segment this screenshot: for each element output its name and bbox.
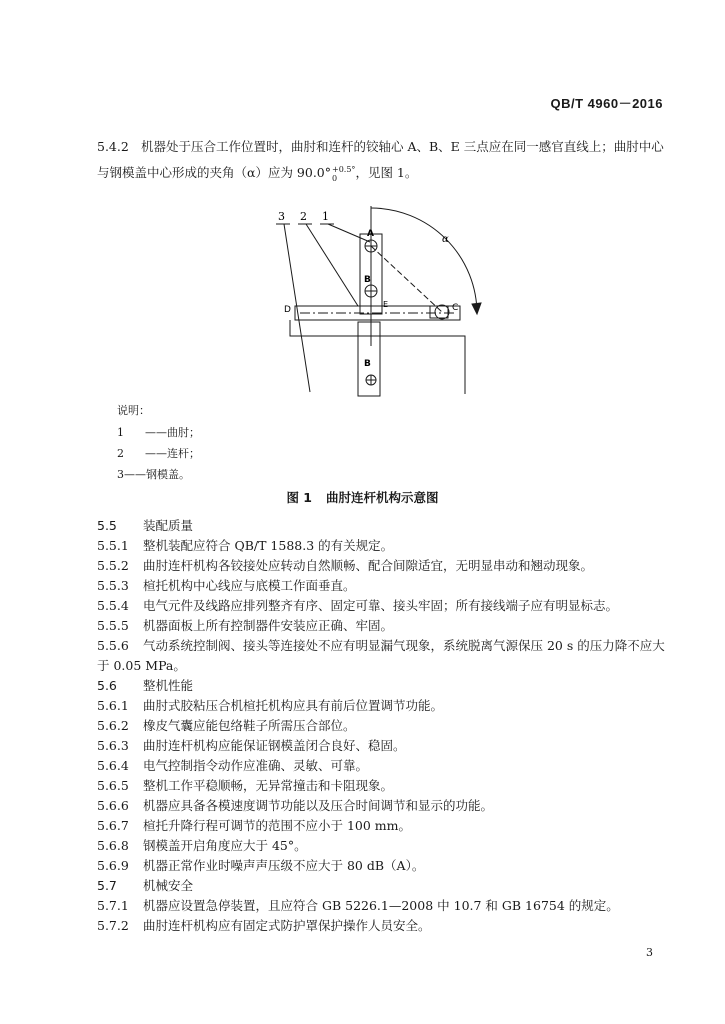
clause-text: 曲肘连杆机构各铰接处应转动自然顺畅、配合间隙适宜，无明显串动和翘动现象。 — [143, 558, 594, 573]
label-a: A — [367, 229, 374, 239]
clause-text: 整机性能 — [143, 678, 194, 693]
clause-number: 5.6.9 — [97, 858, 129, 873]
leader-2 — [306, 224, 358, 306]
clause-5-4-2 — [97, 134, 667, 186]
clause-number: 5.6.8 — [97, 838, 129, 853]
clause-number: 5.6.6 — [97, 798, 129, 813]
clause-number: 5.4.2 — [97, 139, 129, 154]
clause-5-4-2-line1 — [97, 134, 667, 160]
clause-item — [97, 636, 669, 676]
section-heading — [97, 516, 669, 536]
figure-number: 图 1 — [286, 490, 313, 505]
clause-item — [97, 576, 669, 596]
label-d: D — [284, 305, 291, 315]
clause-item — [97, 776, 669, 796]
legend-title: 说明： — [117, 404, 150, 417]
label-c: C — [452, 303, 459, 313]
clause-number: 5.5.2 — [97, 558, 129, 573]
label-b-upper: B — [364, 275, 371, 285]
clause-number: 5.6.3 — [97, 738, 129, 753]
clause-number: 5.5.6 — [97, 638, 129, 653]
clause-text: 楦托升降行程可调节的范围不应小于 100 mm。 — [143, 818, 412, 833]
clause-text: 曲肘连杆机构应有固定式防护罩保护操作人员安全。 — [143, 918, 431, 933]
clause-number: 5.7 — [97, 878, 117, 893]
clause-number: 5.6.5 — [97, 778, 129, 793]
section-heading — [97, 876, 669, 896]
clause-item — [97, 536, 669, 556]
clause-item — [97, 836, 669, 856]
clause-number: 5.7.1 — [97, 898, 129, 913]
clause-item — [97, 596, 669, 616]
label-alpha: α — [442, 234, 449, 245]
clause-text: 机器正常作业时噪声声压级不应大于 80 dB（A）。 — [143, 858, 425, 873]
clause-text: 楦托机构中心线应与底模工作面垂直。 — [143, 578, 356, 593]
clause-text: 橡皮气囊应能包络鞋子所需压合部位。 — [143, 718, 356, 733]
clause-item — [97, 916, 669, 936]
clause-item — [97, 616, 669, 636]
clause-text-cont: 与钢模盖中心形成的夹角（α）应为 90.0° — [97, 165, 331, 180]
clause-text: 钢模盖开启角度应大于 45°。 — [143, 838, 307, 853]
clause-text: 机器应具备各模速度调节功能以及压合时间调节和显示的功能。 — [143, 798, 494, 813]
clause-item — [97, 696, 669, 716]
clause-text: 曲肘连杆机构应能保证钢模盖闭合良好、稳固。 — [143, 738, 406, 753]
clause-text: 机器应设置急停装置，且应符合 GB 5226.1—2008 中 10.7 和 GB 16754 的规定。 — [143, 898, 619, 913]
clause-text: 整机工作平稳顺畅，无异常撞击和卡阻现象。 — [143, 778, 394, 793]
tolerance-upper: +0.5° — [332, 164, 356, 174]
section-heading — [97, 676, 669, 696]
clause-number: 5.6 — [97, 678, 117, 693]
page-number: 3 — [646, 946, 653, 959]
legend-item-3: 3——钢模盖。 — [117, 468, 190, 481]
crank-linkage-diagram — [270, 196, 490, 406]
clause-item — [97, 816, 669, 836]
clause-text: 整机装配应符合 QB/T 1588.3 的有关规定。 — [143, 538, 394, 553]
clause-item — [97, 756, 669, 776]
clause-item — [97, 856, 669, 876]
clause-item — [97, 716, 669, 736]
clause-number: 5.7.2 — [97, 918, 129, 933]
callout-1: 1 — [322, 210, 329, 223]
clause-5-4-2-line2 — [97, 160, 667, 186]
pivot-c-block — [430, 306, 448, 318]
figure-caption — [0, 488, 725, 506]
clause-number: 5.6.2 — [97, 718, 129, 733]
housing — [290, 320, 465, 394]
clause-text-end: ，见图 1。 — [355, 165, 418, 180]
clause-number: 5.5.1 — [97, 538, 129, 553]
standard-code: QB/T 4960－2016 — [550, 96, 663, 111]
clause-item — [97, 896, 669, 916]
clause-item — [97, 796, 669, 816]
clause-number: 5.6.4 — [97, 758, 129, 773]
tolerance-lower: 0 — [332, 173, 338, 183]
clause-number: 5.5.4 — [97, 598, 129, 613]
clause-text: 机械安全 — [143, 878, 194, 893]
clause-text: 机器面板上所有控制器件安装应正确、牢固。 — [143, 618, 394, 633]
clause-number: 5.6.1 — [97, 698, 129, 713]
pivot-c — [435, 305, 449, 319]
clause-number: 5.5 — [97, 518, 117, 533]
clause-number: 5.5.5 — [97, 618, 129, 633]
legend-item-2: 2 ——连杆； — [117, 447, 200, 460]
label-b-lower: B — [364, 359, 371, 369]
clause-text: 电气元件及线路应排列整齐有序、固定可靠、接头牢固；所有接线端子应有明显标志。 — [143, 598, 619, 613]
clause-text: 气动系统控制阀、接头等连接处不应有明显漏气现象，系统脱离气源保压 20 s 的压力降不应大于 0.05 MPa。 — [97, 638, 665, 673]
clause-text: 装配质量 — [143, 518, 194, 533]
label-e: E — [383, 300, 389, 309]
callout-3: 3 — [278, 210, 285, 223]
clause-item — [97, 556, 669, 576]
clause-text: 机器处于压合工作位置时，曲肘和连杆的铰轴心 A、B、E 三点应在同一感官直线上；曲肘中心 — [141, 139, 664, 154]
clause-text: 电气控制指令动作应准确、灵敏、可靠。 — [143, 758, 369, 773]
clause-item — [97, 736, 669, 756]
figure-title: 曲肘连杆机构示意图 — [326, 490, 439, 505]
callout-2: 2 — [300, 210, 307, 223]
clause-number: 5.6.7 — [97, 818, 129, 833]
legend-item-1: 1 ——曲肘； — [117, 426, 200, 439]
clause-text: 曲肘式胶粘压合机楦托机构应具有前后位置调节功能。 — [143, 698, 444, 713]
clause-number: 5.5.3 — [97, 578, 129, 593]
leader-1 — [328, 224, 370, 242]
